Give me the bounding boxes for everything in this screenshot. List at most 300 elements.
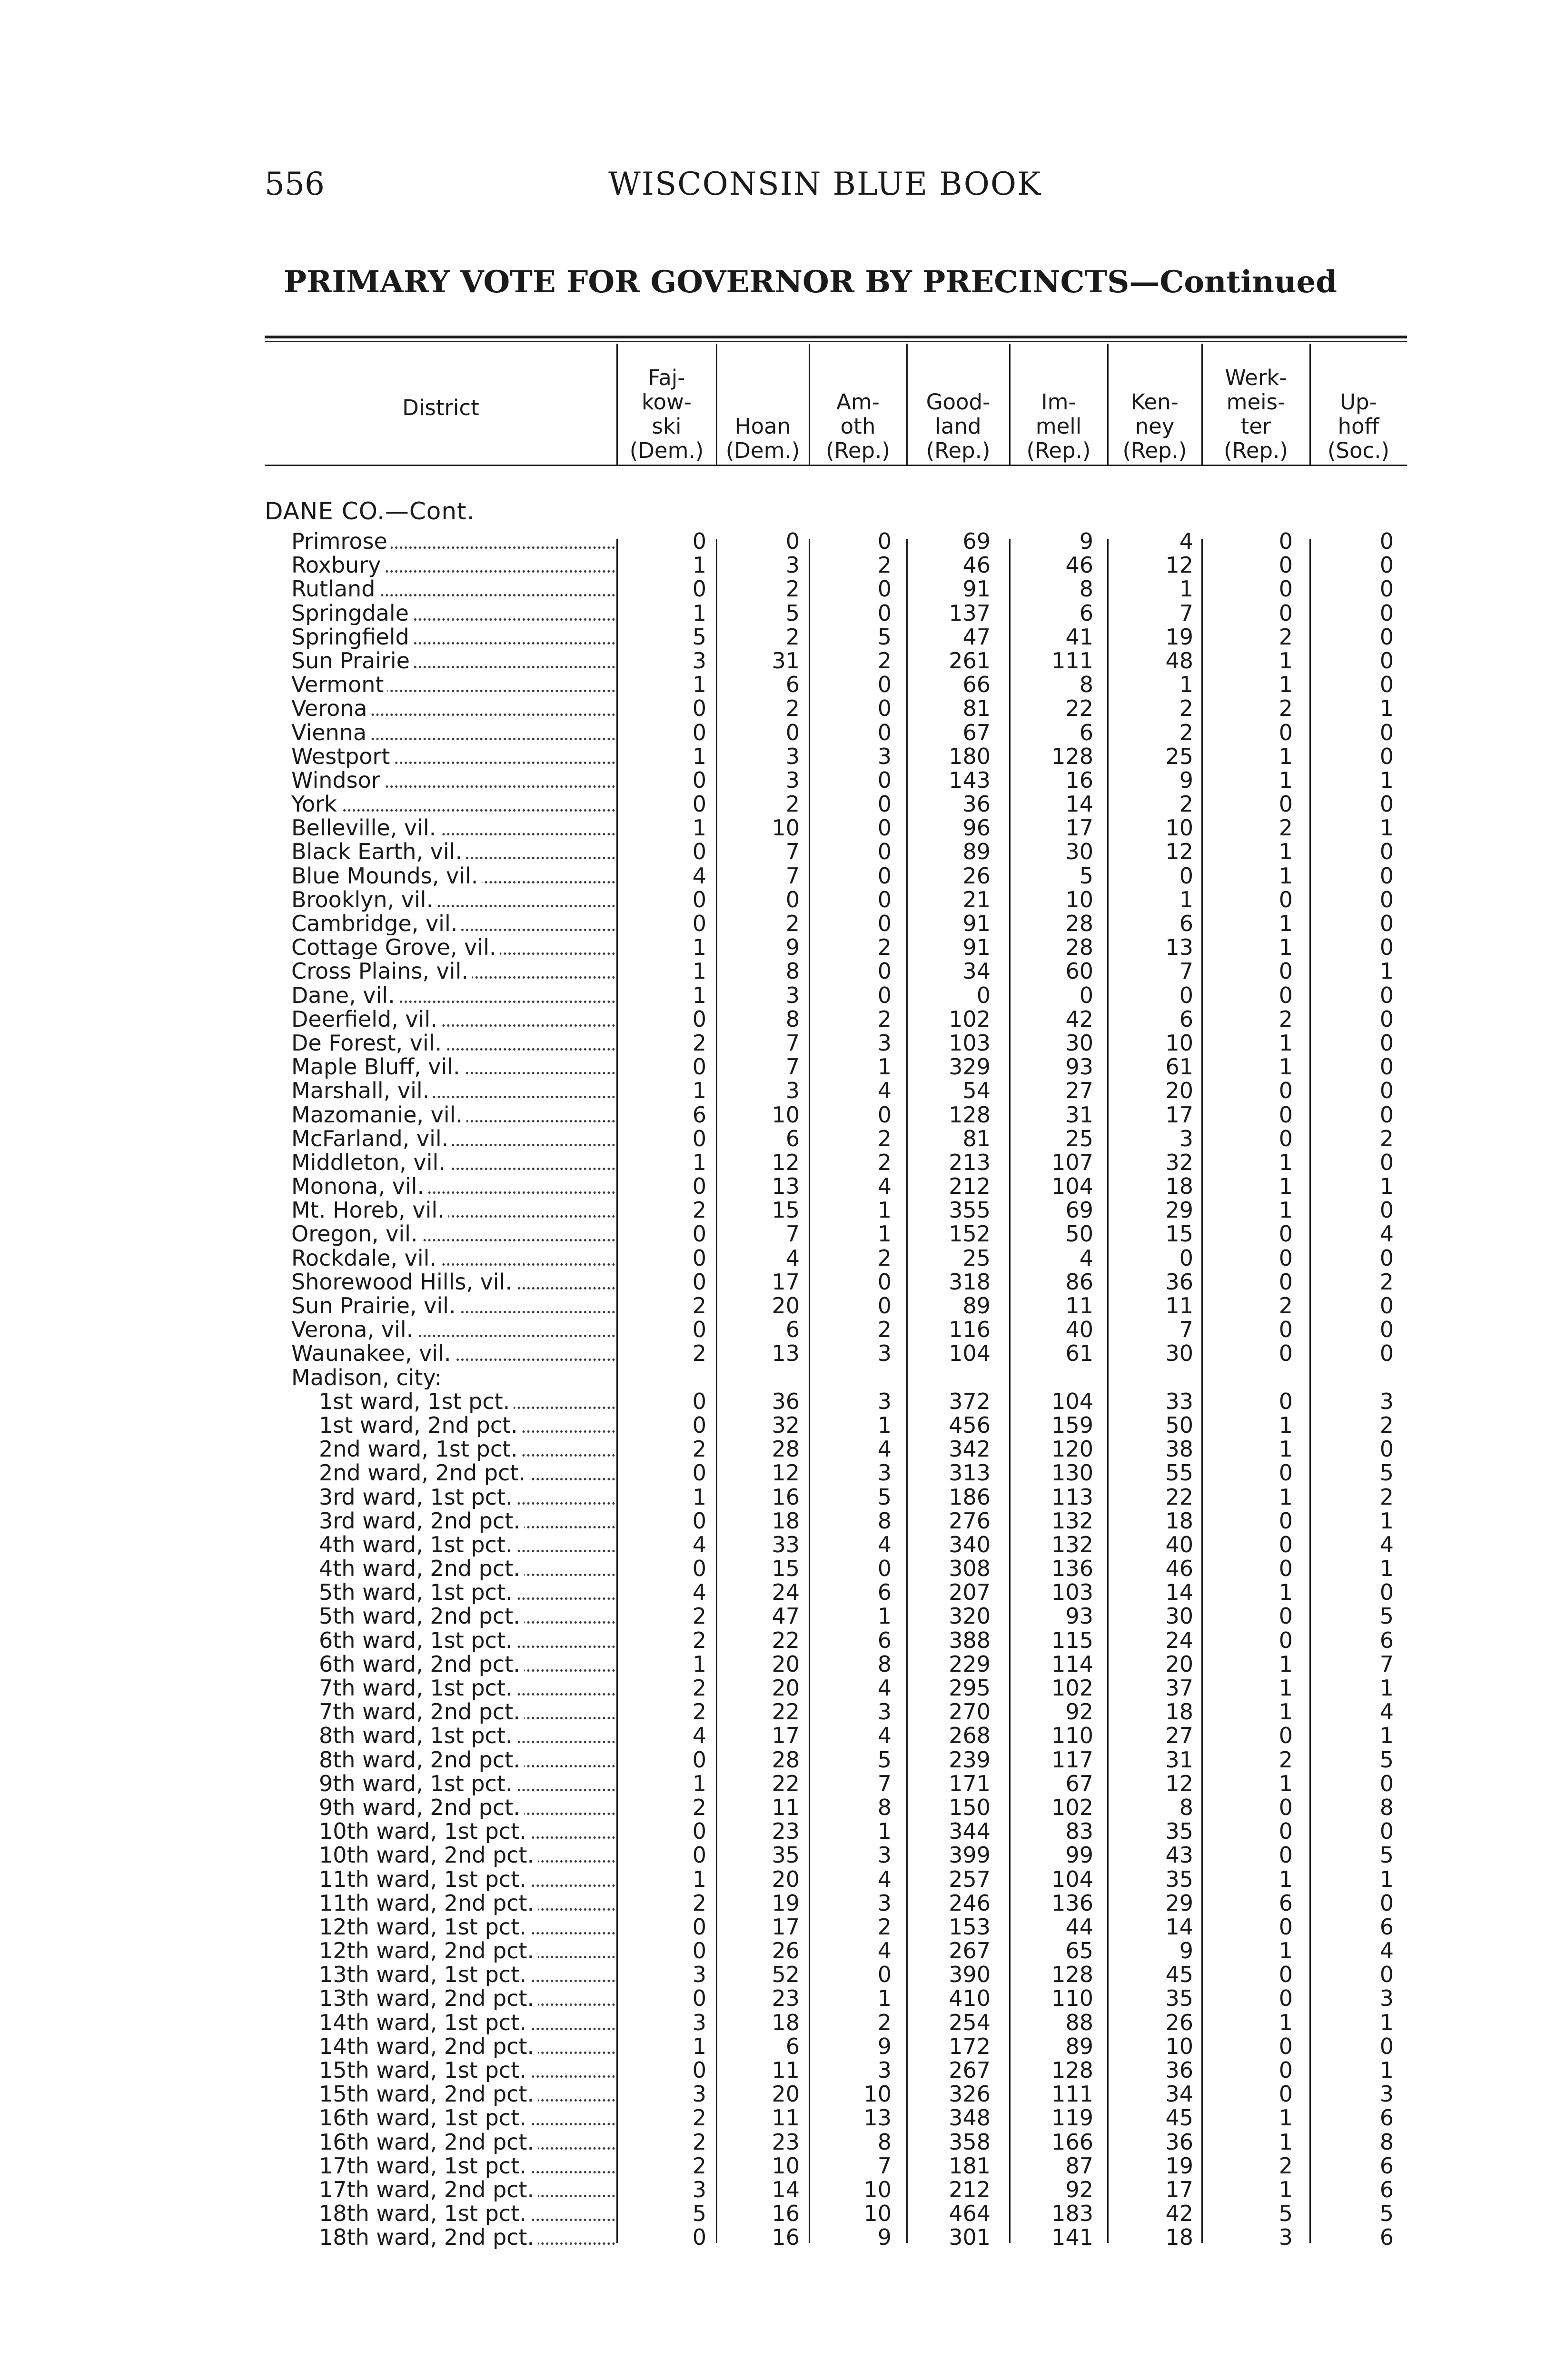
vote-count-immell: 92: [1065, 1699, 1093, 1725]
vote-count-uphoff: 0: [1379, 2033, 1394, 2059]
district-name-text: 9th ward, 1st pct.: [319, 1772, 516, 1795]
district-name-text: Verona, vil.: [291, 1318, 417, 1341]
district-name: [291, 1150, 615, 1174]
district-name: [291, 983, 615, 1007]
vote-count-werkmeister: 0: [1278, 1460, 1293, 1486]
column-divider: [809, 344, 810, 465]
table-row: [0, 1366, 1546, 1389]
vote-count-amoth: 1: [877, 1603, 892, 1629]
district-name: [319, 2154, 615, 2178]
district-name: [319, 2058, 615, 2082]
vote-count-hoan: 52: [772, 1962, 800, 1988]
vote-count-immell: 16: [1065, 767, 1093, 793]
vote-count-immell: 86: [1065, 1269, 1093, 1295]
column-divider: [616, 344, 618, 465]
vote-count-kenney: 48: [1165, 647, 1193, 674]
vote-count-fajkowski: 0: [692, 1054, 706, 1080]
vote-count-werkmeister: 1: [1278, 1938, 1293, 1964]
table-row: [0, 1174, 1546, 1198]
vote-count-goodland: 270: [949, 1699, 991, 1725]
vote-count-werkmeister: 0: [1278, 1221, 1293, 1247]
vote-count-amoth: 1: [877, 1818, 892, 1844]
vote-count-werkmeister: 1: [1278, 743, 1293, 769]
vote-count-immell: 132: [1051, 1507, 1093, 1534]
column-header-text: (Rep.): [1026, 438, 1091, 463]
vote-count-fajkowski: 0: [692, 886, 706, 912]
vote-count-hoan: 23: [772, 2129, 800, 2155]
vote-count-uphoff: 1: [1379, 1675, 1394, 1701]
vote-count-uphoff: 0: [1379, 1436, 1394, 1462]
column-header-werkmeister: [1202, 352, 1310, 463]
vote-count-goodland: 254: [949, 2009, 991, 2035]
vote-count-goodland: 261: [949, 647, 991, 674]
vote-count-uphoff: 6: [1379, 2152, 1394, 2179]
column-header-text: land: [935, 414, 981, 439]
vote-count-hoan: 2: [785, 576, 800, 602]
vote-count-werkmeister: 0: [1278, 1245, 1293, 1271]
table-row: [0, 673, 1546, 696]
vote-count-goodland: 67: [962, 719, 991, 745]
vote-count-amoth: 0: [877, 1269, 892, 1295]
vote-count-kenney: 2: [1179, 719, 1193, 745]
table-row: [0, 2154, 1546, 2178]
vote-count-kenney: 61: [1165, 1054, 1193, 1080]
vote-count-immell: 87: [1065, 2152, 1093, 2179]
district-name-text: Vienna: [291, 721, 370, 744]
vote-count-uphoff: 1: [1379, 767, 1394, 793]
vote-count-amoth: 0: [877, 815, 892, 841]
vote-count-kenney: 1: [1179, 576, 1193, 602]
vote-count-hoan: 12: [772, 1460, 800, 1486]
vote-count-fajkowski: 0: [692, 791, 706, 817]
vote-count-amoth: 5: [877, 1746, 892, 1773]
vote-count-werkmeister: 1: [1278, 1675, 1293, 1701]
district-name-text: Black Earth, vil.: [291, 840, 466, 863]
vote-count-amoth: 4: [877, 1723, 892, 1749]
vote-count-goodland: 116: [949, 1317, 991, 1343]
vote-count-uphoff: 3: [1379, 1985, 1394, 2012]
vote-count-hoan: 20: [772, 1675, 800, 1701]
vote-count-hoan: 10: [772, 815, 800, 841]
table-row: [0, 1389, 1546, 1413]
vote-count-werkmeister: 1: [1278, 1054, 1293, 1080]
vote-count-immell: 113: [1051, 1484, 1093, 1510]
vote-count-hoan: 11: [772, 2105, 800, 2131]
vote-count-goodland: 213: [949, 1149, 991, 1175]
vote-count-uphoff: 6: [1379, 2105, 1394, 2131]
vote-count-werkmeister: 1: [1278, 1579, 1293, 1606]
district-name: [319, 2034, 615, 2058]
vote-count-werkmeister: 0: [1278, 1962, 1293, 1988]
vote-count-werkmeister: 0: [1278, 958, 1293, 984]
column-header-text: (Rep.): [826, 438, 890, 463]
district-name-text: 8th ward, 2nd pct.: [319, 1748, 524, 1772]
vote-count-immell: 183: [1051, 2201, 1093, 2227]
district-name-text: Vermont: [291, 673, 387, 696]
vote-count-hoan: 0: [785, 528, 800, 554]
vote-count-goodland: 102: [949, 1006, 991, 1032]
vote-count-goodland: 358: [949, 2129, 991, 2155]
vote-count-kenney: 36: [1165, 2129, 1193, 2155]
table-row: [0, 1843, 1546, 1867]
district-name: [291, 959, 615, 983]
vote-count-uphoff: 1: [1379, 2009, 1394, 2035]
district-name-text: Brooklyn, vil.: [291, 888, 437, 912]
vote-count-fajkowski: 1: [692, 1484, 706, 1510]
vote-count-kenney: 2: [1179, 695, 1193, 722]
vote-count-immell: 8: [1079, 576, 1093, 602]
vote-count-uphoff: 1: [1379, 815, 1394, 841]
vote-count-fajkowski: 0: [692, 1412, 706, 1438]
vote-count-werkmeister: 1: [1278, 839, 1293, 865]
vote-count-goodland: 150: [949, 1794, 991, 1820]
vote-count-amoth: 0: [877, 600, 892, 626]
vote-count-immell: 50: [1065, 1221, 1093, 1247]
vote-count-uphoff: 4: [1379, 1531, 1394, 1557]
vote-count-immell: 40: [1065, 1317, 1093, 1343]
vote-count-uphoff: 0: [1379, 743, 1394, 769]
vote-count-fajkowski: 5: [692, 2201, 706, 2227]
vote-count-fajkowski: 2: [692, 1293, 706, 1319]
column-header-text: District: [402, 395, 479, 420]
vote-count-werkmeister: 0: [1278, 552, 1293, 578]
vote-count-immell: 104: [1051, 1866, 1093, 1892]
vote-count-hoan: 14: [772, 2176, 800, 2202]
column-header-text: Werk-: [1225, 365, 1287, 390]
vote-count-goodland: 66: [962, 672, 991, 698]
table-row: [0, 1819, 1546, 1843]
table-row: [0, 1461, 1546, 1485]
vote-count-immell: 61: [1065, 1340, 1093, 1367]
vote-count-fajkowski: 0: [692, 695, 706, 722]
district-name-text: 4th ward, 2nd pct.: [319, 1557, 524, 1580]
vote-count-werkmeister: 1: [1278, 1436, 1293, 1462]
vote-count-fajkowski: 1: [692, 1078, 706, 1104]
vote-count-hoan: 18: [772, 2009, 800, 2035]
vote-count-fajkowski: 2: [692, 1675, 706, 1701]
vote-count-werkmeister: 1: [1278, 647, 1293, 674]
vote-count-kenney: 50: [1165, 1412, 1193, 1438]
vote-count-goodland: 318: [949, 1269, 991, 1295]
district-name-text: Springdale: [291, 601, 413, 625]
vote-count-goodland: 267: [949, 1938, 991, 1964]
vote-count-goodland: 239: [949, 1746, 991, 1773]
district-name: [319, 1700, 615, 1724]
vote-count-immell: 159: [1051, 1412, 1093, 1438]
vote-count-uphoff: 4: [1379, 1938, 1394, 1964]
vote-count-goodland: 344: [949, 1818, 991, 1844]
vote-count-fajkowski: 2: [692, 1030, 706, 1056]
vote-count-hoan: 8: [785, 1006, 800, 1032]
column-header-amoth: [809, 352, 907, 463]
vote-count-kenney: 30: [1165, 1340, 1193, 1367]
district-name: [319, 2202, 615, 2225]
vote-count-fajkowski: 2: [692, 1794, 706, 1820]
vote-count-kenney: 30: [1165, 1603, 1193, 1629]
vote-count-goodland: 152: [949, 1221, 991, 1247]
page-number: 556: [265, 166, 325, 202]
table-row: [0, 744, 1546, 768]
vote-count-werkmeister: 0: [1278, 1317, 1293, 1343]
column-divider: [906, 344, 908, 465]
vote-count-goodland: 207: [949, 1579, 991, 1606]
district-name-text: 1st ward, 1st pct.: [319, 1389, 514, 1413]
vote-count-hoan: 28: [772, 1746, 800, 1773]
vote-count-amoth: 1: [877, 1197, 892, 1223]
vote-count-werkmeister: 0: [1278, 1818, 1293, 1844]
vote-count-hoan: 17: [772, 1914, 800, 1940]
table-row: [0, 1318, 1546, 1341]
vote-count-fajkowski: 2: [692, 1197, 706, 1223]
vote-count-goodland: 388: [949, 1627, 991, 1653]
top-rule-thin: [265, 341, 1407, 342]
vote-count-fajkowski: 1: [692, 982, 706, 1008]
district-name: [291, 792, 615, 816]
vote-count-goodland: 320: [949, 1603, 991, 1629]
vote-count-amoth: 0: [877, 1293, 892, 1319]
vote-count-kenney: 10: [1165, 1030, 1193, 1056]
vote-count-immell: 17: [1065, 815, 1093, 841]
vote-count-uphoff: 6: [1379, 1914, 1394, 1940]
vote-count-amoth: 7: [877, 2152, 892, 2179]
vote-count-kenney: 1: [1179, 886, 1193, 912]
vote-count-fajkowski: 4: [692, 863, 706, 889]
district-name: [319, 1389, 615, 1413]
vote-count-werkmeister: 0: [1278, 1507, 1293, 1534]
table-title: PRIMARY VOTE FOR GOVERNOR BY PRECINCTS—Continued: [284, 264, 1337, 300]
vote-count-immell: 128: [1051, 743, 1093, 769]
vote-count-amoth: 2: [877, 1317, 892, 1343]
vote-count-immell: 22: [1065, 695, 1093, 722]
district-name: [291, 744, 615, 768]
vote-count-goodland: 91: [962, 934, 991, 961]
column-header-hoan: [716, 352, 809, 463]
vote-count-werkmeister: 2: [1278, 695, 1293, 722]
table-row: [0, 2106, 1546, 2130]
vote-count-immell: 28: [1065, 911, 1093, 936]
vote-count-hoan: 7: [785, 1030, 800, 1056]
district-name-text: Rutland: [291, 577, 379, 601]
vote-count-immell: 69: [1065, 1197, 1093, 1223]
vote-count-werkmeister: 2: [1278, 1293, 1293, 1319]
vote-count-immell: 114: [1051, 1651, 1093, 1677]
vote-count-immell: 88: [1065, 2009, 1093, 2035]
vote-count-fajkowski: 0: [692, 839, 706, 865]
vote-count-kenney: 40: [1165, 1531, 1193, 1557]
table-row: [0, 1748, 1546, 1772]
vote-count-uphoff: 1: [1379, 1556, 1394, 1582]
vote-count-hoan: 6: [785, 672, 800, 698]
vote-count-hoan: 31: [772, 647, 800, 674]
vote-count-uphoff: 0: [1379, 1101, 1394, 1128]
vote-count-fajkowski: 1: [692, 815, 706, 841]
column-header-text: (Rep.): [926, 438, 991, 463]
vote-count-uphoff: 0: [1379, 982, 1394, 1008]
table-row: [0, 1509, 1546, 1533]
vote-count-werkmeister: 0: [1278, 1388, 1293, 1414]
vote-count-kenney: 35: [1165, 1866, 1193, 1892]
vote-count-kenney: 27: [1165, 1723, 1193, 1749]
vote-count-hoan: 12: [772, 1149, 800, 1175]
vote-count-goodland: 26: [962, 863, 991, 889]
vote-count-kenney: 6: [1179, 911, 1193, 936]
vote-count-fajkowski: 0: [692, 1125, 706, 1151]
vote-count-immell: 104: [1051, 1388, 1093, 1414]
vote-count-amoth: 3: [877, 743, 892, 769]
vote-count-goodland: 212: [949, 1173, 991, 1200]
district-name-text: Oregon, vil.: [291, 1222, 422, 1246]
district-name-text: Belleville, vil.: [291, 816, 440, 840]
vote-count-amoth: 9: [877, 2224, 892, 2251]
vote-count-hoan: 3: [785, 552, 800, 578]
vote-count-kenney: 13: [1165, 934, 1193, 961]
district-name: [319, 1461, 615, 1485]
district-name-text: 2nd ward, 1st pct.: [319, 1437, 522, 1461]
vote-count-amoth: 1: [877, 1054, 892, 1080]
vote-count-goodland: 308: [949, 1556, 991, 1582]
table-row: [0, 1341, 1546, 1365]
vote-count-immell: 107: [1051, 1149, 1093, 1175]
vote-count-amoth: 0: [877, 528, 892, 554]
vote-count-amoth: 0: [877, 576, 892, 602]
vote-count-amoth: 0: [877, 695, 892, 722]
table-row: [0, 2225, 1546, 2249]
vote-count-kenney: 20: [1165, 1078, 1193, 1104]
table-row: [0, 1222, 1546, 1246]
district-name-text: Windsor: [291, 768, 384, 792]
vote-count-werkmeister: 1: [1278, 1770, 1293, 1796]
vote-count-goodland: 171: [949, 1770, 991, 1796]
vote-count-immell: 92: [1065, 2176, 1093, 2202]
vote-count-goodland: 25: [962, 1245, 991, 1271]
district-name: [319, 2082, 615, 2106]
vote-count-kenney: 19: [1165, 2152, 1193, 2179]
vote-count-amoth: 6: [877, 1627, 892, 1653]
vote-count-fajkowski: 4: [692, 1579, 706, 1606]
vote-count-hoan: 32: [772, 1412, 800, 1438]
vote-count-hoan: 10: [772, 2152, 800, 2179]
vote-count-immell: 67: [1065, 1770, 1093, 1796]
district-name: [319, 1795, 615, 1819]
vote-count-goodland: 342: [949, 1436, 991, 1462]
vote-count-uphoff: 2: [1379, 1125, 1394, 1151]
vote-count-kenney: 0: [1179, 1245, 1193, 1271]
district-name-text: 7th ward, 2nd pct.: [319, 1700, 524, 1724]
vote-count-werkmeister: 1: [1278, 1197, 1293, 1223]
book-title: WISCONSIN BLUE BOOK: [608, 166, 1042, 202]
vote-count-uphoff: 6: [1379, 1627, 1394, 1653]
vote-count-hoan: 9: [785, 934, 800, 961]
vote-count-uphoff: 0: [1379, 886, 1394, 912]
vote-count-goodland: 36: [962, 791, 991, 817]
district-name: [319, 1867, 615, 1891]
vote-count-immell: 11: [1065, 1293, 1093, 1319]
district-name-text: Cambridge, vil.: [291, 912, 461, 935]
vote-count-amoth: 4: [877, 1436, 892, 1462]
district-name-text: Roxbury: [291, 553, 385, 577]
vote-count-goodland: 246: [949, 1890, 991, 1916]
vote-count-amoth: 2: [877, 1125, 892, 1151]
vote-count-immell: 132: [1051, 1531, 1093, 1557]
vote-count-goodland: 372: [949, 1388, 991, 1414]
column-header-text: hoff: [1338, 414, 1379, 439]
column-header-text: ter: [1240, 414, 1271, 439]
vote-count-immell: 128: [1051, 2057, 1093, 2083]
table-row: [0, 1127, 1546, 1150]
table-row: [0, 1700, 1546, 1724]
vote-count-uphoff: 0: [1379, 1293, 1394, 1319]
table-row: [0, 1795, 1546, 1819]
vote-count-fajkowski: 2: [692, 1627, 706, 1653]
district-name-text: 7th ward, 1st pct.: [319, 1676, 516, 1700]
district-name-text: Waunakee, vil.: [291, 1341, 455, 1365]
vote-count-fajkowski: 0: [692, 1317, 706, 1343]
vote-count-amoth: 1: [877, 1412, 892, 1438]
table-row: [0, 625, 1546, 649]
vote-count-immell: 30: [1065, 1030, 1093, 1056]
vote-count-werkmeister: 0: [1278, 1125, 1293, 1151]
district-name-text: 13th ward, 2nd pct.: [319, 1986, 538, 2010]
vote-count-hoan: 0: [785, 719, 800, 745]
vote-count-uphoff: 0: [1379, 863, 1394, 889]
district-name: [291, 935, 615, 959]
table-row: [0, 2082, 1546, 2106]
vote-count-kenney: 10: [1165, 2033, 1193, 2059]
vote-count-fajkowski: 0: [692, 1985, 706, 2012]
table-row: [0, 840, 1546, 863]
vote-count-werkmeister: 0: [1278, 1603, 1293, 1629]
district-name-text: 10th ward, 1st pct.: [319, 1819, 530, 1843]
vote-count-amoth: 5: [877, 624, 892, 650]
table-row: [0, 1628, 1546, 1652]
vote-count-amoth: 0: [877, 839, 892, 865]
district-name: [291, 1079, 615, 1102]
vote-count-uphoff: 0: [1379, 791, 1394, 817]
vote-count-amoth: 0: [877, 1556, 892, 1582]
table-row: [0, 1580, 1546, 1604]
district-name-text: Verona: [291, 696, 371, 720]
vote-count-fajkowski: 1: [692, 552, 706, 578]
vote-count-kenney: 31: [1165, 1746, 1193, 1773]
vote-count-uphoff: 0: [1379, 624, 1394, 650]
vote-count-werkmeister: 0: [1278, 528, 1293, 554]
district-name: [319, 1843, 615, 1867]
vote-count-uphoff: 0: [1379, 719, 1394, 745]
district-name: [319, 1652, 615, 1676]
vote-count-fajkowski: 0: [692, 767, 706, 793]
vote-count-goodland: 348: [949, 2105, 991, 2131]
vote-count-amoth: 0: [877, 1101, 892, 1128]
district-name-text: McFarland, vil.: [291, 1127, 452, 1150]
vote-count-immell: 166: [1051, 2129, 1093, 2155]
vote-count-amoth: 0: [877, 982, 892, 1008]
vote-count-amoth: 10: [863, 2176, 892, 2202]
vote-count-immell: 41: [1065, 624, 1093, 650]
district-name: [319, 2178, 615, 2202]
vote-count-hoan: 7: [785, 863, 800, 889]
vote-count-werkmeister: 0: [1278, 1794, 1293, 1820]
vote-count-goodland: 390: [949, 1962, 991, 1988]
vote-count-goodland: 212: [949, 2176, 991, 2202]
vote-count-goodland: 257: [949, 1866, 991, 1892]
vote-count-werkmeister: 2: [1278, 815, 1293, 841]
vote-count-uphoff: 2: [1379, 1412, 1394, 1438]
vote-count-uphoff: 3: [1379, 1388, 1394, 1414]
vote-count-fajkowski: 1: [692, 672, 706, 698]
vote-count-hoan: 16: [772, 2201, 800, 2227]
vote-count-werkmeister: 0: [1278, 1078, 1293, 1104]
vote-count-fajkowski: 1: [692, 1866, 706, 1892]
